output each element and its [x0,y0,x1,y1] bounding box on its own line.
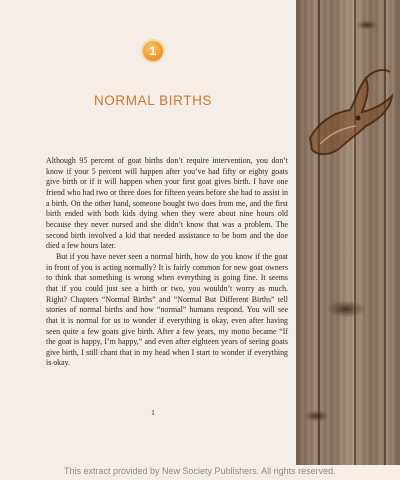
carved-goat-head-icon [300,60,398,170]
paragraph-1: Although 95 percent of goat births don’t require intervention, you don’t know if your 5 percent will happen after you’ve had fifty or eighty goats give birth or if it will happen when your first goat gives birth. I have one friend who had two or three does for fifteen years before she had to assist in a birth. On the other hand, someone bought two does from me, and the first birth ended with both kids dying when they were about nine hours old because they never nursed and she didn’t know that was a problem. The second birth involved a kid that needed assistance to be born and the doe died a few hours later. [46,156,288,251]
wood-carving-image [296,0,400,465]
chapter-title: NORMAL BIRTHS [93,93,213,108]
footer [0,465,400,480]
publisher-note: This extract provided by New Society Publishers. All rights reserved. [64,466,336,476]
chapter-number-badge: 1 [143,41,163,61]
chapter-body [46,156,288,369]
paragraph-2: But if you have never seen a normal birth, how do you know if the goat in front of you is acting normally? It is fairly common for new goat owners to think that something is wrong when everything is going fine. It seems that if you could just see a birth or two, you wouldn’t worry as much. Right? Chapters “Normal Births” and “Normal But Different Births” tell stories of normal births and how “normal” humans respond. You will see that it is normal for us to wonder if everything is okay, even after having seen quite a few goats give birth. After a few years, my motto became “If the goat is happy, I’m happy,” and even after eighteen years of seeing goats give birth, I still chant that in my head when I start to wonder if everything is okay. [46,251,288,368]
page-number: 1 [151,408,155,417]
